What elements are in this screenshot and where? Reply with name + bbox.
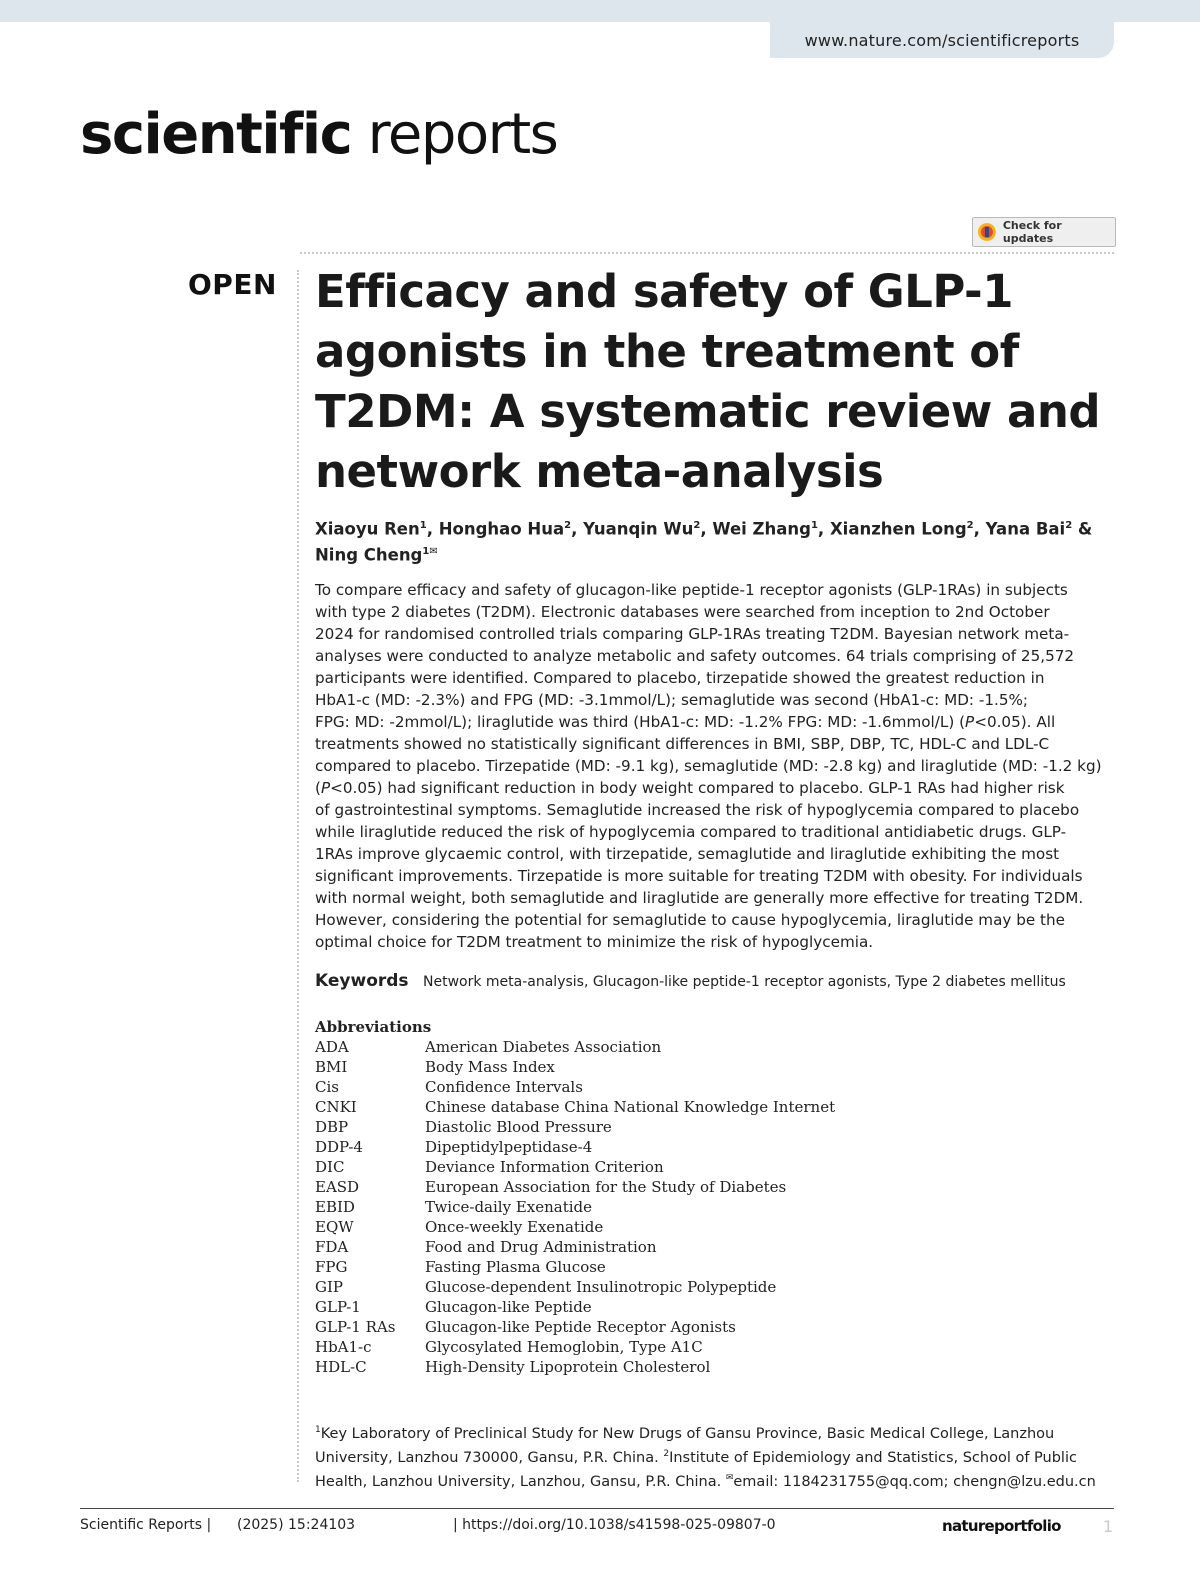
keywords-text: Network meta-analysis, Glucagon-like peptide-1 receptor agonists, Type 2 diabetes mellitus (423, 974, 1066, 990)
article-title: Efficacy and safety of GLP-1 agonists in the treatment of T2DM: A systematic review and network meta-analysis (315, 265, 1101, 498)
abstract-line: while liraglutide reduced the risk of hypoglycemia compared to traditional antidiabetic drugs. GLP- (315, 823, 1067, 841)
keywords-label: Keywords (315, 971, 409, 991)
abbreviation-term: FPG (315, 1258, 348, 1276)
abbreviation-term: GLP-1 (315, 1298, 361, 1316)
abbreviation-term: HbA1-c (315, 1338, 372, 1356)
abstract-line: However, considering the potential for semaglutide to cause hypoglycemia, liraglutide may be the (315, 911, 1065, 929)
abbreviation-row (315, 1177, 835, 1197)
author-separator: , (817, 519, 830, 539)
abstract-line: To compare efficacy and safety of glucagon-like peptide-1 receptor agonists (GLP-1RAs) in subjects (315, 581, 1068, 599)
author-affiliation-mark: 2 (564, 520, 572, 531)
abbreviation-row (315, 1277, 835, 1297)
author-affiliation-mark: 2 (966, 520, 974, 531)
abbreviation-row (315, 1057, 835, 1077)
affiliations (315, 1420, 1115, 1491)
author-name[interactable]: Yuanqin Wu (583, 519, 694, 539)
keywords (315, 971, 1066, 991)
abbreviation-term: DBP (315, 1118, 349, 1136)
abbreviations (315, 1017, 835, 1377)
abbreviation-row (315, 1237, 835, 1257)
abbreviation-row (315, 1137, 835, 1157)
abbreviations-list (315, 1037, 835, 1377)
abbreviation-definition: Confidence Intervals (425, 1078, 583, 1096)
abbreviation-term: Cis (315, 1078, 339, 1096)
open-access-label: OPEN (188, 268, 277, 301)
abbreviation-definition: Glucagon-like Peptide (425, 1298, 592, 1316)
abbreviation-row (315, 1037, 835, 1057)
journal-url-tab[interactable] (770, 22, 1114, 58)
abbreviation-term: ADA (315, 1038, 349, 1056)
abbreviation-row (315, 1297, 835, 1317)
abstract-line: 1RAs improve glycaemic control, with tirzepatide, semaglutide and liraglutide exhibiting the most (315, 845, 1060, 863)
abstract-line: significant improvements. Tirzepatide is more suitable for treating T2DM with obesity. For individuals (315, 867, 1083, 885)
abbreviation-term: FDA (315, 1238, 349, 1256)
author-name[interactable]: Wei Zhang (712, 519, 811, 539)
affiliation-mark: 1 (315, 1425, 321, 1435)
abbreviation-row (315, 1337, 835, 1357)
abstract-line: compared to placebo. Tirzepatide (MD: -9.1 kg), semaglutide (MD: -2.8 kg) and liraglutide (MD: -1.2 kg) (315, 757, 1102, 775)
journal-logo-bold: scientific (80, 102, 352, 167)
abstract-line: participants were identified. Compared to placebo, tirzepatide showed the greatest reduction in (315, 669, 1045, 687)
abbreviation-definition: Deviance Information Criterion (425, 1158, 664, 1176)
abbreviation-term: GIP (315, 1278, 344, 1296)
abbreviation-term: EASD (315, 1178, 360, 1196)
abbreviation-row (315, 1077, 835, 1097)
author-affiliation-mark: 1✉ (422, 545, 438, 557)
abbreviation-definition: Chinese database China National Knowledge Internet (425, 1098, 836, 1116)
abbreviation-definition: Twice-daily Exenatide (425, 1198, 593, 1216)
abbreviation-row (315, 1257, 835, 1277)
abbreviation-row (315, 1217, 835, 1237)
abstract-line: analyses were conducted to analyze metabolic and safety outcomes. 64 trials comprising of 25,572 (315, 647, 1075, 665)
abbreviation-row (315, 1357, 835, 1377)
abstract-line: with type 2 diabetes (T2DM). Electronic databases were searched from inception to 2nd October (315, 603, 1050, 621)
affiliation-mark: ✉ (725, 1472, 734, 1483)
author-affiliation-mark: 1 (419, 520, 427, 531)
abstract-line: treatments showed no statistically significant differences in BMI, SBP, DBP, TC, HDL-C and LDL-C (315, 735, 1050, 753)
footer-doi-link[interactable]: | https://doi.org/10.1038/s41598-025-09807-0 (453, 1517, 776, 1533)
check-for-updates-button[interactable] (972, 217, 1116, 247)
journal-url[interactable]: www.nature.com/scientificreports (804, 30, 1080, 50)
abstract (315, 579, 1115, 953)
abstract-line: of gastrointestinal symptoms. Semaglutide increased the risk of hypoglycemia compared to placebo (315, 801, 1080, 819)
abbreviation-definition: Food and Drug Administration (425, 1238, 657, 1256)
abbreviation-definition: Diastolic Blood Pressure (425, 1118, 612, 1136)
affiliation-text: email: 1184231755@qq.com; chengn@lzu.edu.cn (733, 1473, 1096, 1490)
author-separator: , (700, 519, 713, 539)
abbreviation-definition: Dipeptidylpeptidase-4 (425, 1138, 593, 1156)
author-affiliation-mark: 2 (1065, 520, 1073, 531)
author-separator: , (426, 519, 439, 539)
author-list (315, 515, 1115, 566)
check-updates-label: Check for updates (1002, 219, 1062, 245)
abbreviation-definition: Once-weekly Exenatide (425, 1218, 604, 1236)
affiliation-mark: 2 (663, 1448, 670, 1459)
author-name[interactable]: Honghao Hua (438, 519, 565, 539)
abbreviation-term: HDL-C (315, 1358, 367, 1376)
author-name[interactable]: Yana Bai (985, 519, 1066, 539)
abbreviation-definition: American Diabetes Association (425, 1038, 662, 1056)
top-band (0, 0, 1200, 22)
divider-vertical (297, 270, 299, 1482)
page-number: 1 (1103, 1517, 1114, 1536)
divider-horizontal (300, 252, 1114, 254)
abbreviation-term: BMI (315, 1058, 348, 1076)
author-separator: & (1072, 519, 1093, 539)
abbreviation-term: GLP-1 RAs (315, 1318, 396, 1336)
author-affiliation-mark: 1 (810, 520, 818, 531)
abstract-line: HbA1-c (MD: -2.3%) and FPG (MD: -3.1mmol/L); semaglutide was second (HbA1-c: MD: -1.5%; (315, 691, 1029, 709)
affiliation-text: Institute of Epidemiology and Statistics, School of Public Health, Lanzhou University, Lanzhou, Gansu, P.R. China. (315, 1449, 1077, 1490)
abbreviation-definition: High-Density Lipoprotein Cholesterol (425, 1358, 711, 1376)
abbreviation-term: DIC (315, 1158, 345, 1176)
journal-logo (80, 100, 557, 170)
abbreviation-term: DDP-4 (315, 1138, 363, 1156)
abbreviation-row (315, 1157, 835, 1177)
abbreviation-row (315, 1097, 835, 1117)
affiliation-text: Key Laboratory of Preclinical Study for New Drugs of Gansu Province, Basic Medical College, Lanzhou University, Lanzhou 730000, Gansu, P.R. China. (315, 1425, 1055, 1466)
abbreviation-term: CNKI (315, 1098, 357, 1116)
abbreviation-definition: Body Mass Index (425, 1058, 555, 1076)
abbreviation-definition: Glucose-dependent Insulinotropic Polypeptide (425, 1278, 777, 1296)
author-name[interactable]: Xianzhen Long (829, 519, 967, 539)
abstract-line: optimal choice for T2DM treatment to minimize the risk of hypoglycemia. (315, 933, 874, 951)
abbreviation-term: EBID (315, 1198, 355, 1216)
check-updates-icon (977, 222, 997, 242)
abbreviation-row (315, 1117, 835, 1137)
abstract-line: FPG: MD: -2mmol/L); liraglutide was third (HbA1-c: MD: -1.2% FPG: MD: -1.6mmol/L) (P<0.05). All (315, 713, 1056, 731)
author-name[interactable]: Ning Cheng (315, 545, 423, 564)
footer-divider (80, 1508, 1114, 1509)
abbreviations-title: Abbreviations (315, 1018, 432, 1036)
footer-citation: (2025) 15:24103 (237, 1517, 356, 1533)
abbreviation-term: EQW (315, 1218, 354, 1236)
author-separator: , (973, 519, 986, 539)
abbreviation-definition: Fasting Plasma Glucose (425, 1258, 606, 1276)
abstract-line: 2024 for randomised controlled trials comparing GLP-1RAs treating T2DM. Bayesian network meta- (315, 625, 1070, 643)
abstract-line: (P<0.05) had significant reduction in body weight compared to placebo. GLP-1 RAs had higher risk (315, 779, 1065, 797)
abbreviation-definition: Glucagon-like Peptide Receptor Agonists (425, 1318, 736, 1336)
publisher-logo: natureportfolio (942, 1517, 1061, 1535)
footer-journal: Scientific Reports | (80, 1517, 212, 1533)
abbreviation-row (315, 1197, 835, 1217)
abbreviation-definition: European Association for the Study of Diabetes (425, 1178, 787, 1196)
abbreviation-definition: Glycosylated Hemoglobin, Type A1C (425, 1338, 703, 1356)
abstract-line: with normal weight, both semaglutide and liraglutide are generally more effective for treating T2DM. (315, 889, 1084, 907)
author-affiliation-mark: 2 (693, 520, 701, 531)
journal-logo-regular: reports (367, 102, 558, 167)
author-name[interactable]: Xiaoyu Ren (315, 519, 420, 539)
abbreviation-row (315, 1317, 835, 1337)
author-separator: , (571, 519, 584, 539)
